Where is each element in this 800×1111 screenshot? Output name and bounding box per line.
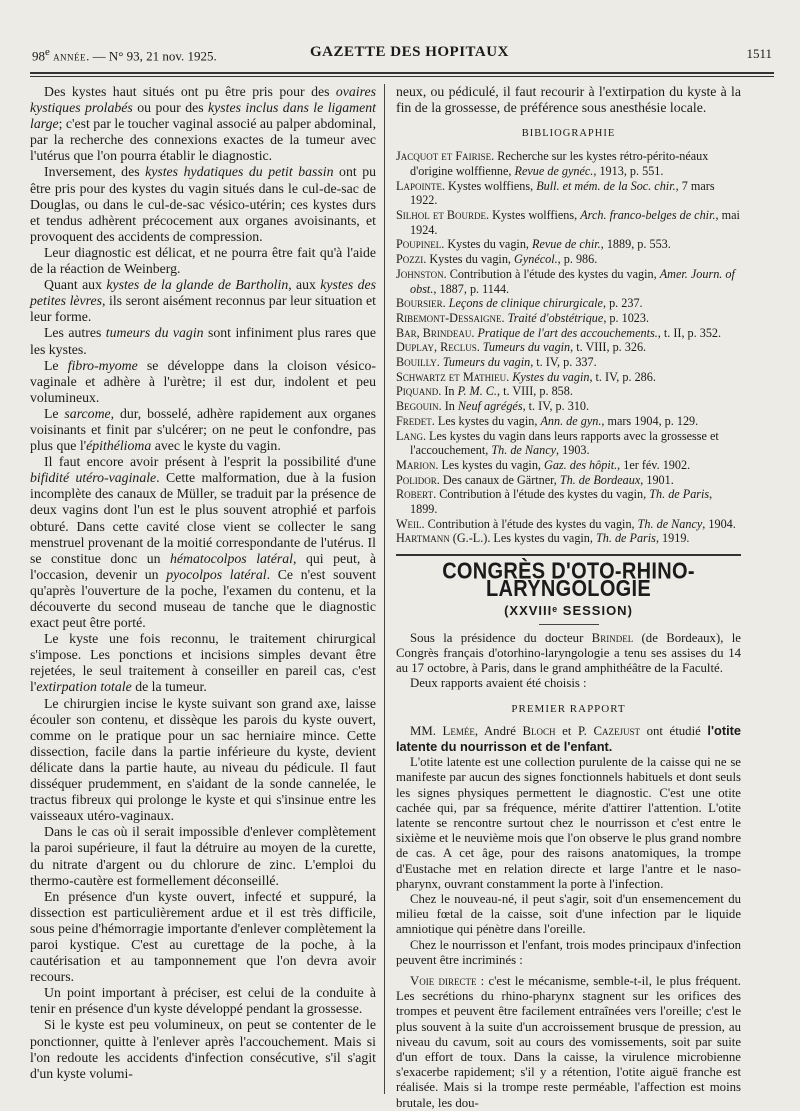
paragraph: Dans le cas où il serait impossible d'enlever complètement la paroi supérieure, il faut la détruire au moyen de la curette, du nitrate d'argent ou du chlorure de zinc. L'emploi du thermo-cautère est formellement déconseillé. — [30, 824, 376, 888]
paragraph: Si le kyste est peu volumineux, on peut se contenter de le ponctionner, quitte à l'enlever après l'accouchement. Mais si l'on redoute les accidents d'infection consécutive, s'il s'agit d'un kyste volumi- — [30, 1017, 376, 1081]
section-subtitle: (XXVIIIᵉ SESSION) — [504, 602, 633, 618]
bibliography-entry: Schwartz et Mathieu. Kystes du vagin, t. IV, p. 286. — [396, 369, 656, 384]
bibliography-heading: BIBLIOGRAPHIE — [521, 128, 616, 139]
page-number: 1511 — [746, 46, 772, 61]
paragraph: En présence d'un kyste ouvert, infecté et suppuré, la dissection est particulièrement ardue et il est très difficile, sous peine d'hémorragie importante d'enlever complètement la paroi kystique. C'est au curettage de la poche, à la cautérisation et au tamponnement que l'on devra avoir recours. — [30, 888, 376, 985]
bibliography-entry: Bouilly. Tumeurs du vagin, t. IV, p. 337. — [396, 355, 597, 370]
paragraph: Voie directe : c'est le mécanisme, semble-t-il, le plus fréquent. Les secrétions du rhino-pharynx stagnent sur les orifices des trompes et peuvent être facilement entraînées vers l'oreille; c'est le plus souvent à la suite d'un accroissement brusque de pression, au niveau du cavum, soit au cours des vomissements, soit par suite d'un effort de toux. Dans la caisse, la virulence microbienne s'exacerbe rapidement; s'il y a rétention, l'otite aiguë franche est réalisée. Mais si la trompe reste perméable, l'affection est moins brutale, les dou- — [396, 974, 741, 1110]
paragraph: neux, ou pédiculé, il faut recourir à l'extirpation du kyste à la fin de la grossesse, de préférence sous anesthésie locale. — [396, 84, 741, 115]
bibliography-entry: Weil. Contribution à l'étude des kystes du vagin, Th. de Nancy, 1904. — [396, 516, 736, 531]
bibliography-entry: Hartmann (G.-L.). Les kystes du vagin, Th. de Paris, 1919. — [396, 531, 690, 546]
bibliography-entry: Boursier. Leçons de clinique chirurgicale, p. 237. — [396, 296, 643, 311]
bibliography-entry: Silhol et Bourde. Kystes wolffiens, Arch. franco-belges de chir., mai 1924. — [396, 208, 740, 237]
journal-title: GAZETTE DES HOPITAUX — [310, 44, 509, 60]
bibliography-entry: Fredet. Les kystes du vagin, Ann. de gyn., mars 1904, p. 129. — [396, 413, 699, 428]
bibliography-entry: Marion. Les kystes du vagin, Gaz. des hôpit., 1er fév. 1902. — [396, 457, 691, 472]
paragraph: Les autres tumeurs du vagin sont infiniment plus rares que les kystes. — [30, 325, 376, 357]
issue-info: 98e année. — N° 93, 21 nov. 1925. — [32, 46, 217, 64]
report-heading: PREMIER RAPPORT — [511, 702, 626, 715]
section-title: CONGRÈS D'OTO-RHINO-LARYNGOLOGIE — [442, 559, 695, 603]
paragraph: Le fibro-myome se développe dans la cloison vésico-vaginale et adhère à l'urètre; il est dur, indolent et peu volumineux. — [30, 357, 376, 405]
paragraph: Quant aux kystes de la glande de Bartholin, aux kystes des petites lèvres, ils seront aisément reconnus par leur situation et leur forme. — [30, 277, 376, 325]
paragraph: Leur diagnostic est délicat, et ne pourra être fait qu'à l'aide de la réaction de Weinberg. — [30, 244, 376, 277]
bibliography-entry: Pozzi. Kystes du vagin, Gynécol., p. 986. — [396, 252, 598, 267]
section-rule — [396, 554, 741, 556]
paragraph: Sous la présidence du docteur Brindel (de Bordeaux), le Congrès français d'otorhino-laryngologie a tenu ses assises du 14 au 17 octobre, à Paris, dans le grand amphithéâtre de la Faculté. — [396, 630, 741, 676]
bibliography-entry: Poupinel. Kystes du vagin, Revue de chir., 1889, p. 553. — [396, 237, 671, 252]
paragraph: L'otite latente est une collection purulente de la caisse qui ne se manifeste par aucun des signes fonctionnels habituels et dont seuls les signes physiques permettent le diagnostic. C'est une otite cachée qui, par sa fréquence, mérite d'attirer l'attention. L'otite latente se rencontre surtout chez le nourrisson et c'est entre le sixième et le neuvième mois que l'on observe le plus grand nombre de cas. A cet âge, pour des raisons anatomiques, la trompe d'Eustache met en relation directe et large l'antre et le naso-pharynx, ouvrant constamment la porte à l'infection. — [396, 755, 741, 891]
bibliography-entry: Ribemont-Dessaigne. Traité d'obstétrique, p. 1023. — [396, 310, 650, 325]
paragraph: Inversement, des kystes hydatiques du petit bassin ont pu être pris pour des kystes du vagin situés dans le cul-de-sac de Douglas, ou dans le cul-de-sac vésico-utérin; ces kystes durs et tendus adhèrent précocement aux organes avoisinants, et provoquent des accidents de compression. — [30, 164, 376, 244]
left-column — [30, 84, 376, 1082]
paragraph: Le kyste une fois reconnu, le traitement chirurgical s'impose. Les ponctions et incisions simples devant être rejetées, le seul traitement à conseiller en pareil cas, c'est l'extirpation totale de la tumeur. — [30, 631, 376, 695]
divider — [539, 624, 599, 625]
bibliography-list — [396, 149, 741, 546]
bibliography-entry: Begouin. In Neuf agrégés, t. IV, p. 310. — [396, 399, 590, 414]
bibliography-entry: Bar, Brindeau. Pratique de l'art des accouchements., t. II, p. 352. — [396, 325, 722, 340]
paragraph: Le chirurgien incise le kyste suivant son grand axe, laisse écouler son contenu, et dissèque les parois du kyste ouvert, comme on le pratique pour un sac herniaire mince. Cette dissection, facile dans la partie inférieure du kyste, devient délicate dans la partie haute, au niveau du pédicule. Il faut disséquer prudemment, en s'aidant de la sonde cannelée, le tractus fibreux qui prolonge le kyste et qui s'insinue entre les vaisseaux utéro-vaginaux. — [30, 695, 376, 824]
bibliography-entry: Jacquot et Fairise. Recherche sur les kystes rétro-périto-néaux d'origine wolffienne, Revue de gynéc., 1913, p. 551. — [396, 149, 709, 178]
paragraph: Chez le nourrisson et l'enfant, trois modes principaux d'infection peuvent être incriminés : — [396, 937, 741, 967]
bibliography-entry: Lang. Les kystes du vagin dans leurs rapports avec la grossesse et l'accouchement, Th. de Nancy, 1903. — [396, 428, 719, 458]
bibliography-entry: Polidor. Des canaux de Gärtner, Th. de Bordeaux, 1901. — [396, 472, 674, 487]
paragraph: Un point important à préciser, est celui de la conduite à tenir en présence d'un kyste développé pendant la grossesse. — [30, 985, 376, 1017]
paragraph: Des kystes haut situés ont pu être pris pour des ovaires kystiques prolabés ou pour des kystes inclus dans le ligament large; c'est par le toucher vaginal associé au palper abdominal, par la recherche des connexions exactes de la tumeur avec l'utérus que l'on pourra établir le diagnostic. — [30, 84, 377, 164]
paragraph: MM. Lemée, André Bloch et P. Cazejust ont étudié l'otite latente du nourrisson et de l'enfant. — [396, 722, 742, 755]
bibliography-entry: Piquand. In P. M. C., t. VIII, p. 858. — [396, 384, 573, 399]
column-divider — [384, 84, 385, 1094]
paragraph: Il faut encore avoir présent à l'esprit la possibilité d'une bifidité utéro-vaginale. Cette malformation, due à la fusion incomplète des canaux de Müller, se traduit par la présence de deux vagins dont l'un est le plus souvent atrophié et parfois obturé. Dans cette cavité close vient se collecter le sang menstruel provenant de la moitié correspondante de l'utérus. Il se constitue donc un hématocolpos latéral, qui peut, à l'occasion, devenir un pyocolpos latéral. Ce n'est souvent qu'après l'ouverture de la poche, l'examen du contenu, et la découverte du second museau de tanche que le diagnostic exact peut être porté. — [30, 454, 376, 631]
page-header — [32, 46, 772, 70]
bibliography-entry: Lapointe. Kystes wolffiens, Bull. et mém. de la Soc. chir., 7 mars 1922. — [396, 178, 715, 208]
bibliography-entry: Johnston. Contribution à l'étude des kystes du vagin, Amer. Journ. of obst., 1887, p. 1144. — [396, 266, 735, 296]
bibliography-entry: Robert. Contribution à l'étude des kystes du vagin, Th. de Paris, 1899. — [396, 487, 713, 517]
right-column — [396, 84, 741, 1111]
paragraph: Chez le nouveau-né, il peut s'agir, soit d'un ensemencement du milieu fœtal de la caisse, soit d'une infection par le liquide amniotique qui pénètre dans l'oreille. — [396, 892, 741, 937]
paragraph: Deux rapports avaient été choisis : — [410, 676, 587, 691]
bibliography-entry: Duplay, Reclus. Tumeurs du vagin, t. VIII, p. 326. — [396, 340, 647, 355]
paragraph: Le sarcome, dur, bosselé, adhère rapidement aux organes voisinants et finit par s'ulcérer; on ne peut le confondre, pas plus que l'épithélioma avec le kyste du vagin. — [30, 405, 376, 454]
header-rule-thin — [30, 76, 774, 77]
header-rule — [30, 72, 774, 74]
